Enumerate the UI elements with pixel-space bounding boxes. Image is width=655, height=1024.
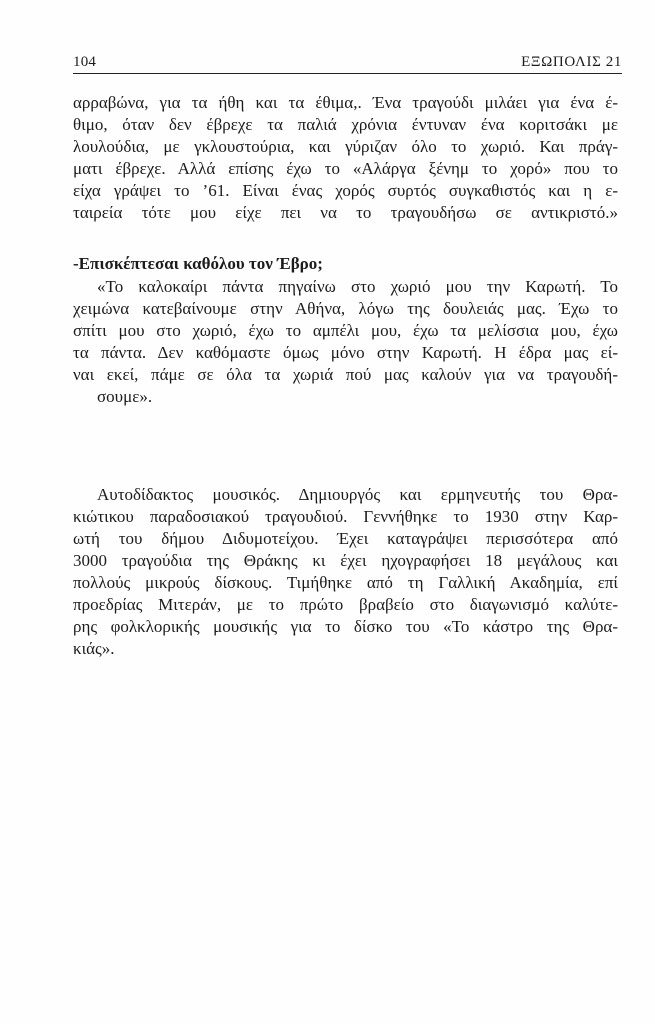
text-line: αρραβώνα, για τα ήθη και τα έθιμα,. Ένα τραγούδι μιλάει για ένα έ- [73,93,618,112]
text-line: ναι εκεί, πάμε σε όλα τα χωριά πού μας καλούν για να τραγουδή- [73,365,618,384]
text-line: κιάς». [73,639,115,658]
text-line: ρης φολκλορικής μουσικής για το δίσκο του «Το κάστρο της Θρα- [73,617,618,636]
text-line: σουμε». [97,387,153,406]
text-line: «Το καλοκαίρι πάντα πηγαίνω στο χωριό μου την Καρωτή. Το [97,277,618,296]
text-line: είχα γράψει το ’61. Είναι ένας χορός συρτός συγκαθιστός και η ε- [73,181,618,200]
text-line: ματι έβρεχε. Αλλά επίσης έχω το «Αλάργα ξένημ το χορό» που το [73,159,618,178]
text-line: σπίτι μου στο χωριό, έχω το αμπέλι μου, έχω τα μελίσσια μου, έχω [73,321,618,340]
running-title: ΕΞΩΠΟΛΙΣ 21 [521,54,622,70]
interview-question: -Επισκέπτεσαι καθόλου τον Έβρο; [73,254,323,273]
text-line: κιώτικου παραδοσιακού τραγουδιού. Γεννήθηκε το 1930 στην Καρ- [73,507,618,526]
text-line: 3000 τραγούδια της Θράκης κι έχει ηχογραφήσει 18 μεγάλους και [73,551,618,570]
text-line: Αυτοδίδακτος μουσικός. Δημιουργός και ερμηνευτής του Θρα- [97,485,618,504]
text-line: ταιρεία τότε μου είχε πει να το τραγουδήσω σε αντικριστό.» [73,203,618,222]
text-line: χειμώνα κατεβαίνουμε στην Αθήνα, λόγω της δουλειάς μας. Έχω το [73,299,618,318]
text-line: λουλούδια, με γκλουστούρια, και γύριζαν όλο το χωριό. Και πράγ- [73,137,618,156]
paragraph-biography [73,484,618,660]
text-line: προεδρίας Μιτεράν, με το πρώτο βραβείο στο διαγωνισμό καλύτε- [73,595,618,614]
paragraph-evros-answer [73,276,618,408]
text-line: ωτή του δήμου Διδυμοτείχου. Έχει καταγράψει περισσότερα από [73,529,618,548]
page-number: 104 [73,54,97,70]
paragraph-interview-answer [73,92,618,224]
text-line: πολλούς μικρούς δίσκους. Τιμήθηκε από τη Γαλλική Ακαδημία, επί [73,573,618,592]
text-line: τα πάντα. Δεν καθόμαστε όμως μόνο στην Καρωτή. Η έδρα μας εί- [73,343,618,362]
header-rule [73,73,622,74]
text-line: θιμο, όταν δεν έβρεχε τα παλιά χρόνια έντυναν ένα κοριτσάκι με [73,115,618,134]
